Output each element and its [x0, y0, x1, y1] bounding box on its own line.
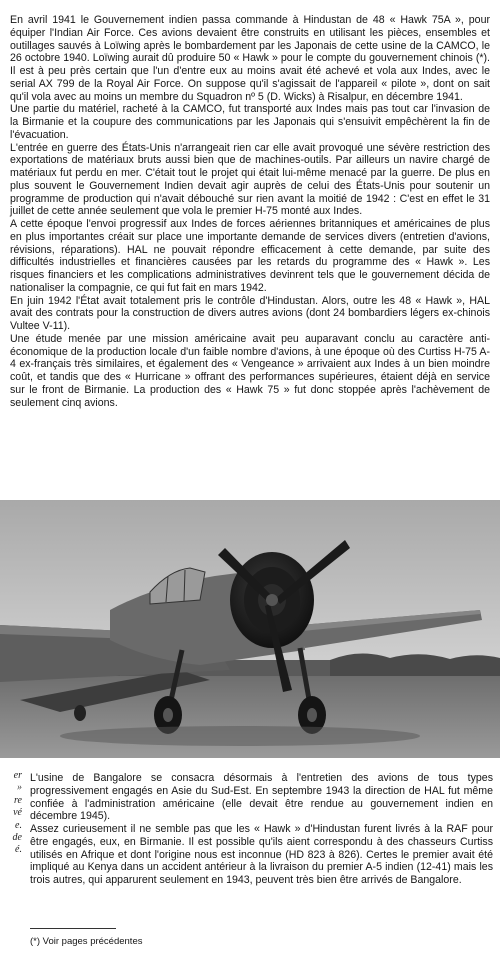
paragraph: A cette époque l'envoi progressif aux Indes de forces aériennes britanniques et américaines de plus en plus importantes créait sur place une importante demande de services divers (entretien d'avions, révisions, réparations). HAL ne pouvait répondre efficacement à cette demande, par suite des difficultés industrielles et financières causées par les retards du programme des « Hawk ». Les risques financiers et les complications administratives devinrent tels que le gouvernement décida de nationaliser la compagnie, ce qui fut fait en mars 1942.	[10, 218, 490, 294]
footnote-divider	[30, 928, 116, 929]
caption-line: »	[17, 782, 22, 794]
hawk-aircraft-illustration	[0, 500, 500, 758]
footnote: (*) Voir pages précédentes	[30, 936, 143, 947]
caption-line: er	[13, 770, 22, 781]
paragraph: Une étude menée par une mission américaine avait peu auparavant conclu au caractère anti-économique de la production locale d'un faible nombre d'avions, à une époque où des Curtiss H-75 A-4 ex-français très similaires, et également des « Vengeance » arrivaient aux Indes à un bien moindre coût, et tandis que des « Hurricane » offrant des performances supérieures, étaient déjà en service sur le front de Birmanie. La production des « Hawk 75 » fut donc stoppée après l'achèvement de seulement cinq avions.	[10, 332, 490, 409]
aircraft-photo	[0, 500, 500, 758]
photo-caption-fragment	[0, 770, 22, 857]
paragraph: Une partie du matériel, racheté à la CAMCO, fut transporté aux Indes mais pas tout car l'invasion de la Birmanie et la coupure des communications par les Japonais qui s'ensuivit empêchèrent la fin de l'évacuation.	[10, 103, 490, 141]
paragraph: En juin 1942 l'État avait totalement pris le contrôle d'Hindustan. Alors, outre les 48 « Hawk », HAL avait des contrats pour la construction de divers autres avions (dont 24 bombardiers légers ex-chinois Vultee V-11).	[10, 294, 490, 332]
caption-line: re	[14, 794, 22, 806]
paragraph: Assez curieusement il ne semble pas que les « Hawk » d'Hindustan furent livrés à la RAF pour être engagés, eux, en Birmanie. Il est possible qu'ils aient correspondu à des chasseurs Curtiss utilisés en Afrique et dont l'origine nous est inconnue (HD 823 à 826). Certes le premier avait été impliqué au Kenya dans un accident antérieur à la livraison du premier A-5 indien (12-41) mais les trois autres, qui apparurent seulement en 1943, peuvent très bien être arrivés de Bangalore.	[30, 823, 493, 886]
article-text-bottom	[30, 772, 493, 887]
paragraph: L'entrée en guerre des États-Unis n'arrangeait rien car elle avait provoqué une sévère restriction des exportations de matériaux bruts aussi bien que de machines-outils. Par ailleurs un navire chargé de matériaux fut perdu en mer. C'était tout le projet qui était lui-même menacé par la guerre. De plus en plus souvent le Gouvernement Indien devait agir auprès de celui des États-Unis pour soutenir un programme de production qui n'avait débouché sur rien avant la moitié de 1942 : C'est en effet le 31 juillet de cette année seulement que vola le premier H-75 monté aux Indes.	[10, 141, 490, 218]
paragraph: L'usine de Bangalore se consacra désormais à l'entretien des avions de tous types progressivement engagés en Asie du Sud-Est. En septembre 1943 la direction de HAL fut même confiée à l'administration américaine (elle devait être rendue au gouvernement indien en décembre 1945).	[30, 772, 493, 823]
caption-line: de	[12, 832, 22, 844]
paragraph: En avril 1941 le Gouvernement indien passa commande à Hindustan de 48 « Hawk 75A », pour équiper l'Indian Air Force. Ces avions devaient être construits en utilisant les pièces, ensembles et outillages sauvés à Loïwing après le bombardement par les Japonais de cette usine de la CAMCO, le 26 octobre 1940. Loïwing aurait dû produire 50 « Hawk » pour le compte du gouvernement chinois (*). Il est à peu près certain que l'un d'entre eux au moins avait été achevé et vola aux Indes, avec le serial AX 799 de la Royal Air Force. On suppose qu'il s'agissait de l'appareil « pilote », dont on sait qu'il vola avec au moins un membre du Squadron nº 5 (D. Wicks) à Risalpur, en décembre 1941.	[10, 14, 490, 103]
caption-line: é.	[15, 844, 22, 856]
caption-line: e.	[15, 819, 22, 831]
caption-line: vé	[13, 807, 22, 819]
article-text-top	[10, 14, 490, 409]
